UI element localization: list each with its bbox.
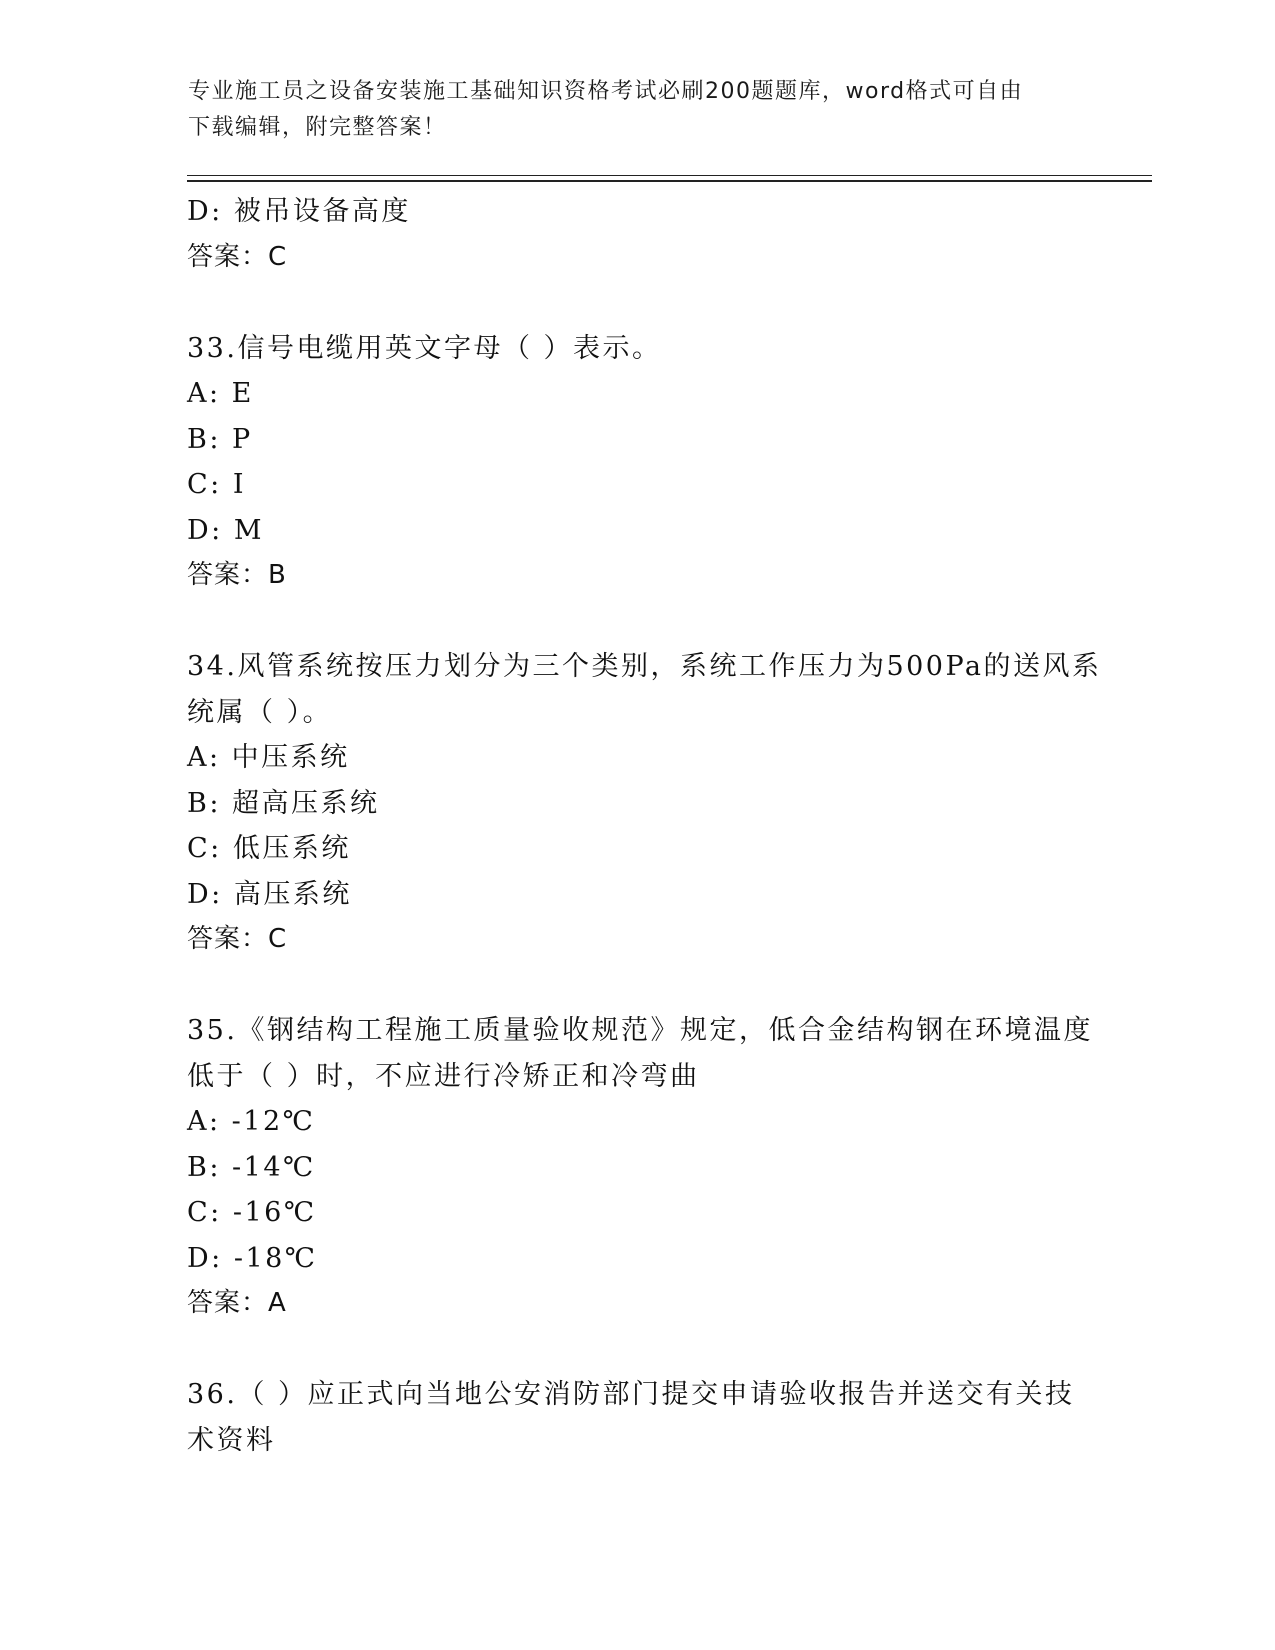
question-34	[187, 644, 1102, 963]
answer-line: 答案：C	[187, 924, 288, 954]
question-text-line-2: 统属（ ）。	[187, 696, 333, 728]
option-a: A: E	[187, 378, 254, 409]
option-a: A: 中压系统	[187, 742, 350, 773]
spacer	[187, 1327, 1087, 1373]
answer-line: 答案：C	[187, 241, 288, 272]
spacer	[187, 280, 1087, 326]
question-text: 33.信号电缆用英文字母（ ）表示。	[187, 332, 662, 364]
question-text-line-1: 36.（ ）应正式向当地公安消防部门提交申请验收报告并送交有关技	[187, 1379, 1075, 1410]
question-text-line-1: 34.风管系统按压力划分为三个类别，系统工作压力为500Pa的送风系	[187, 651, 1102, 682]
answer-line: 答案：A	[187, 1288, 287, 1318]
option-d: D: -18℃	[187, 1242, 318, 1274]
question-text-line-1: 35.《钢结构工程施工质量验收规范》规定，低合金结构钢在环境温度	[187, 1015, 1093, 1046]
header-title-line-1: 专业施工员之设备安装施工基础知识资格考试必刷200题题库，word格式可自由	[188, 79, 1024, 104]
question-text-line-2: 术资料	[187, 1424, 276, 1456]
option-c: C: -16℃	[187, 1197, 317, 1228]
option-d: D: M	[187, 514, 264, 546]
option-d: D: 被吊设备高度	[187, 196, 411, 227]
question-35	[187, 1008, 1093, 1327]
option-c: C: I	[187, 469, 247, 500]
previous-question-tail	[187, 189, 1087, 280]
spacer	[187, 599, 1087, 645]
header-divider-thin	[187, 175, 1152, 176]
option-a: A: -12℃	[187, 1106, 316, 1137]
question-text-line-2: 低于（ ）时，不应进行冷矫正和冷弯曲	[187, 1060, 700, 1092]
answer-line: 答案：B	[187, 560, 287, 590]
document-header	[188, 74, 1068, 146]
option-b: B: P	[187, 423, 253, 455]
option-c: C: 低压系统	[187, 833, 351, 864]
option-b: B: 超高压系统	[187, 787, 380, 819]
spacer	[187, 963, 1087, 1009]
option-d: D: 高压系统	[187, 878, 352, 910]
option-b: B: -14℃	[187, 1151, 316, 1183]
question-33	[187, 326, 1087, 599]
header-divider-thick	[187, 180, 1152, 182]
question-list	[187, 189, 1102, 1463]
question-36	[187, 1372, 1087, 1463]
header-title-line-2: 下载编辑，附完整答案！	[188, 115, 447, 140]
